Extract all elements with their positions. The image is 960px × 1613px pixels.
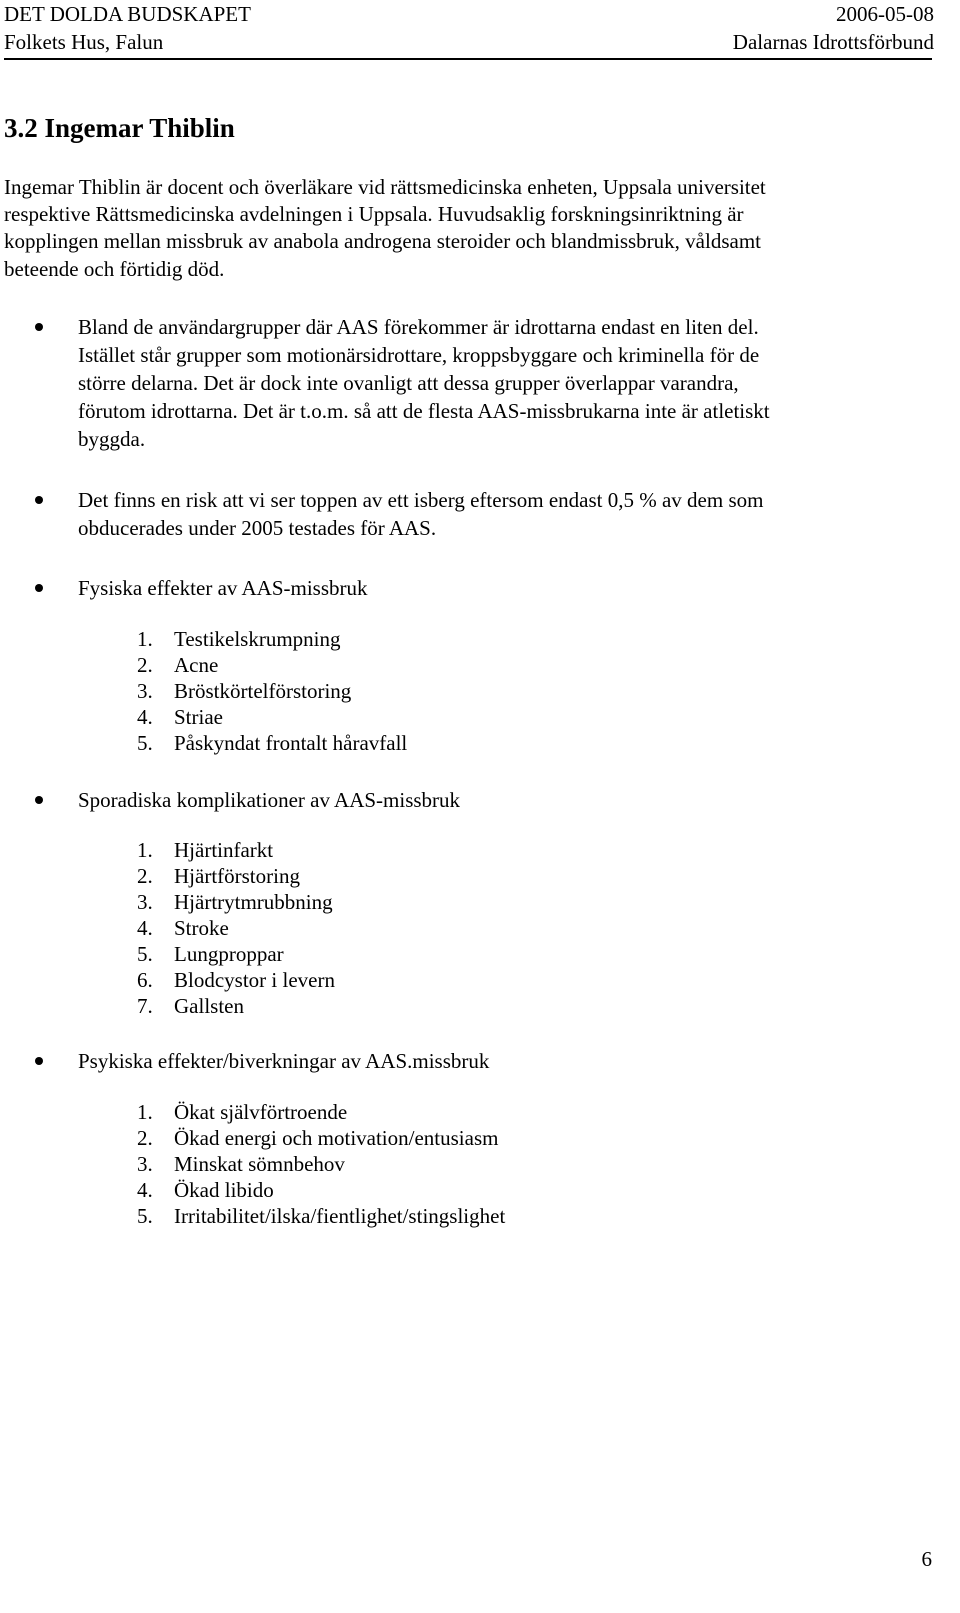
intro-line: kopplingen mellan missbruk av anabola androgena steroider och blandmissbruk, våldsamt [4,229,761,254]
section-heading: 3.2 Ingemar Thiblin [4,113,235,143]
bullet-dot-icon [35,496,43,504]
bullet-line: Fysiska effekter av AAS-missbruk [78,576,368,600]
bullet-dot-icon [35,584,43,592]
list-number: 3. [137,679,153,703]
bullet-heading-sporadic-complications [78,786,918,814]
list-number: 1. [137,838,153,862]
list-text: Gallsten [174,994,244,1018]
list-text: Påskyndat frontalt håravfall [174,731,408,755]
list-number: 4. [137,705,153,729]
bullet-line: Istället står grupper som motionärsidrottare, kroppsbyggare och kriminella för de [78,343,760,367]
header-organization: Dalarnas Idrottsförbund [732,30,934,54]
bullet-line: Sporadiska komplikationer av AAS-missbruk [78,788,461,812]
bullet-line: förutom idrottarna. Det är t.o.m. så att de flesta AAS-missbrukarna inte är atletiskt [78,399,770,423]
list-text: Ökad energi och motivation/entusiasm [174,1126,499,1150]
list-number: 5. [137,731,153,755]
list-text: Hjärtinfarkt [174,838,274,862]
list-text: Ökat självförtroende [174,1100,348,1124]
bullet-dot-icon [35,323,43,331]
header-title: DET DOLDA BUDSKAPET [4,2,251,26]
bullet-dot-icon [35,796,43,804]
list-number: 3. [137,890,153,914]
bullet-paragraph-user-groups [78,313,918,453]
list-number: 4. [137,1178,153,1202]
list-number: 4. [137,916,153,940]
bullet-line: Det finns en risk att vi ser toppen av ett isberg eftersom endast 0,5 % av dem som [78,488,764,512]
bullet-line: Psykiska effekter/biverkningar av AAS.missbruk [78,1049,490,1073]
list-number: 3. [137,1152,153,1176]
list-number: 1. [137,627,153,651]
list-text: Blodcystor i levern [174,968,335,992]
list-number: 6. [137,968,153,992]
bullet-line: större delarna. Det är dock inte ovanligt att dessa grupper överlappar varandra, [78,371,739,395]
list-text: Hjärtrytmrubbning [174,890,333,914]
list-text: Irritabilitet/ilska/fientlighet/stingslighet [174,1204,506,1228]
bullet-heading-physical-effects [78,574,918,602]
bullet-line: byggda. [78,427,146,451]
list-text: Stroke [174,916,229,940]
list-number: 2. [137,864,153,888]
intro-line: respektive Rättsmedicinska avdelningen i Uppsala. Huvudsaklig forskningsinriktning är [4,202,744,227]
list-text: Lungproppar [174,942,284,966]
list-text: Striae [174,705,223,729]
list-number: 2. [137,653,153,677]
list-text: Testikelskrumpning [174,627,341,651]
bullet-paragraph-iceberg [78,486,918,542]
list-text: Bröstkörtelförstoring [174,679,352,703]
list-text: Minskat sömnbehov [174,1152,345,1176]
header-venue: Folkets Hus, Falun [4,30,164,54]
header-date: 2006-05-08 [836,2,934,26]
list-number: 5. [137,942,153,966]
page-number: 6 [921,1547,932,1571]
list-number: 1. [137,1100,153,1124]
intro-line: beteende och förtidig död. [4,256,225,281]
list-number: 5. [137,1204,153,1228]
bullet-line: obducerades under 2005 testades för AAS. [78,516,437,540]
list-number: 2. [137,1126,153,1150]
bullet-heading-psychological-effects [78,1047,918,1075]
list-text: Hjärtförstoring [174,864,300,888]
list-text: Ökad libido [174,1178,274,1202]
list-text: Acne [174,653,219,677]
list-number: 7. [137,994,153,1018]
intro-line: Ingemar Thiblin är docent och överläkare vid rättsmedicinska enheten, Uppsala universitet [4,175,766,199]
bullet-dot-icon [35,1057,43,1065]
header-divider [4,58,932,60]
bullet-line: Bland de användargrupper där AAS förekommer är idrottarna endast en liten del. [78,315,759,339]
intro-paragraph [4,174,924,283]
